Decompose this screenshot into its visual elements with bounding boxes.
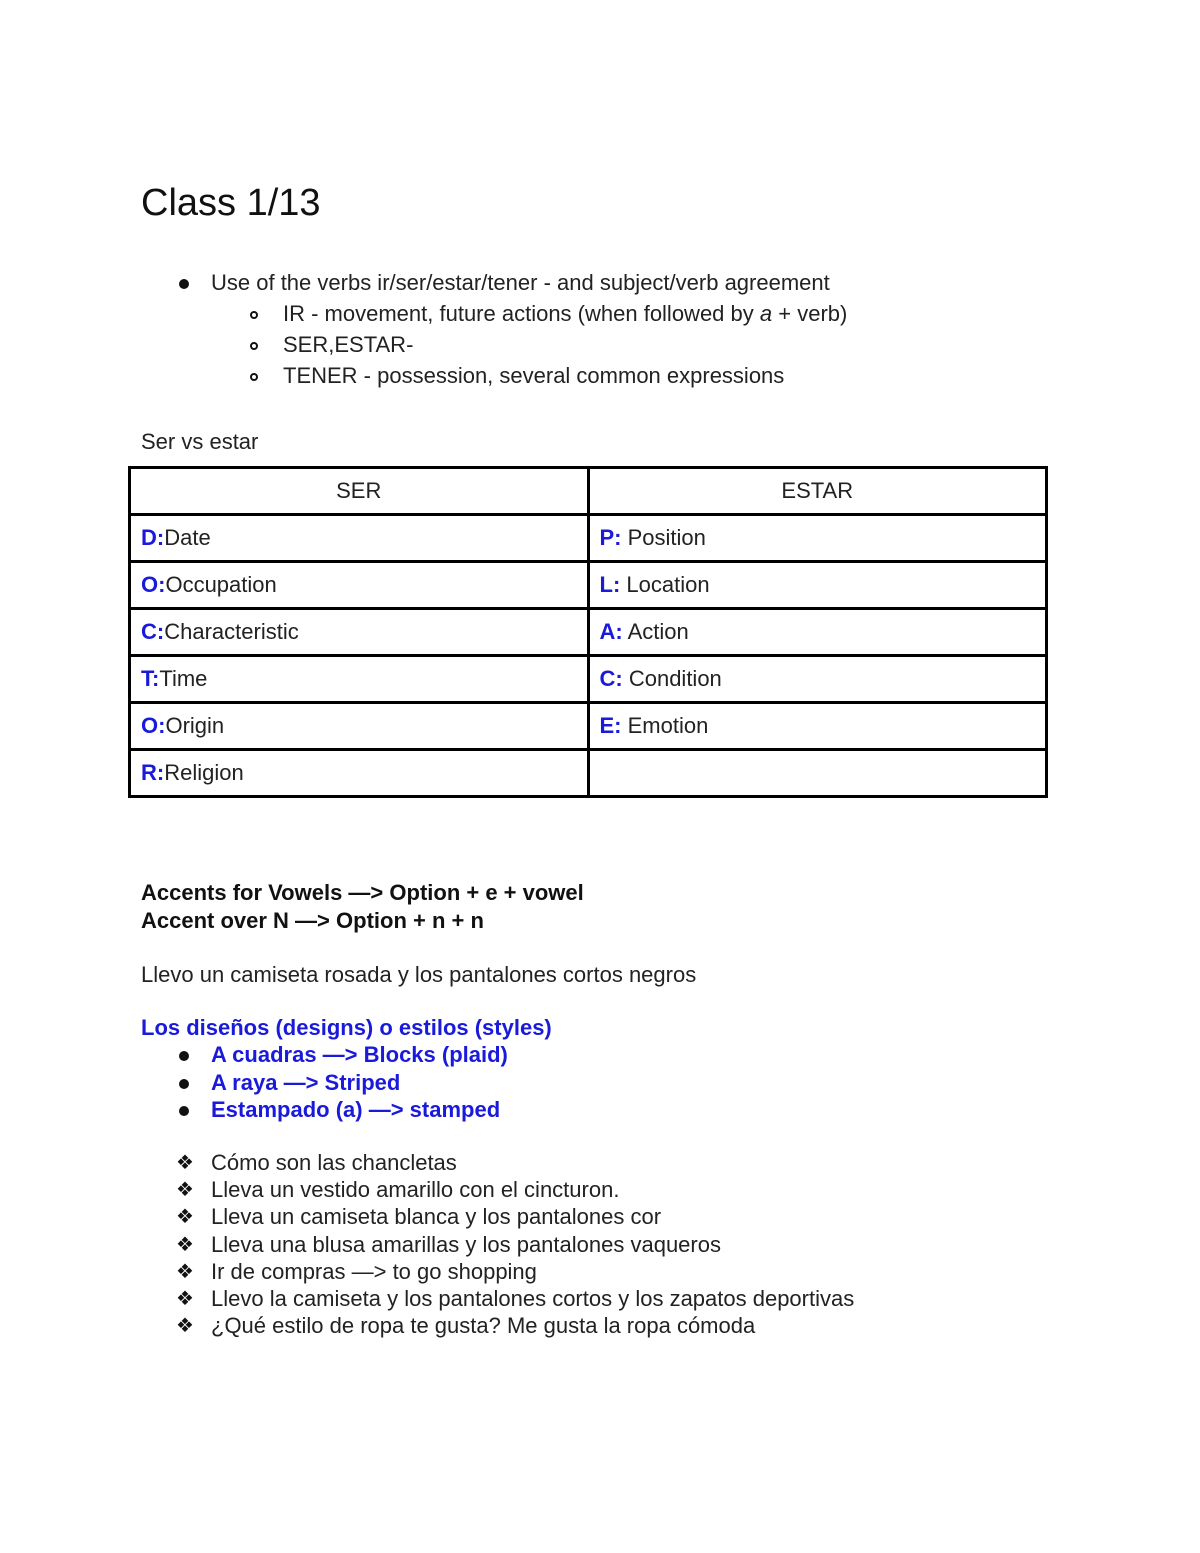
- topic-main: Use of the verbs ir/ser/estar/tener - and subject/verb agreement: [211, 270, 830, 295]
- cell-text: Position: [621, 525, 706, 550]
- cell-text: Time: [159, 666, 208, 691]
- topic-sub-text: + verb): [772, 301, 848, 326]
- table-row: [130, 562, 1047, 609]
- topic-sub-tener: TENER - possession, several common expressions: [283, 363, 785, 388]
- table-cell: [588, 750, 1047, 797]
- mnemonic-letter: L:: [599, 572, 621, 597]
- mnemonic-letter: T:: [141, 666, 160, 691]
- header-ser: SER: [130, 468, 589, 515]
- mnemonic-letter: P:: [599, 525, 622, 550]
- note-item: Lleva un camiseta blanca y los pantalones cor: [211, 1204, 662, 1229]
- table-cell: [588, 562, 1047, 609]
- design-item: A cuadras —> Blocks (plaid): [211, 1042, 508, 1067]
- bullet-icon: [179, 1106, 189, 1116]
- diamond-bullet-icon: ❖: [176, 1261, 194, 1283]
- cell-text: Emotion: [621, 713, 709, 738]
- note-item: Ir de compras —> to go shopping: [211, 1259, 537, 1284]
- table-cell: [588, 609, 1047, 656]
- ser-estar-table: [128, 466, 1048, 798]
- note-item: Llevo la camiseta y los pantalones cortos y los zapatos deportivas: [211, 1286, 855, 1311]
- design-item: Estampado (a) —> stamped: [211, 1097, 501, 1122]
- cell-text: Religion: [164, 760, 244, 785]
- topic-sub-italic: a: [759, 301, 773, 326]
- cell-text: Condition: [622, 666, 722, 691]
- accent-n-note: Accent over N —> Option + n + n: [141, 908, 484, 933]
- topic-sub-ir: [283, 301, 847, 327]
- table-cell: [588, 703, 1047, 750]
- designs-heading: Los diseños (designs) o estilos (styles): [141, 1015, 552, 1040]
- bullet-ring-icon: [250, 311, 258, 319]
- table-cell: [588, 656, 1047, 703]
- cell-text: Action: [622, 619, 689, 644]
- table-cell: [130, 609, 589, 656]
- table-row: [130, 750, 1047, 797]
- topic-sub-text: IR - movement, future actions (when followed by: [283, 301, 760, 326]
- bullet-ring-icon: [250, 342, 258, 350]
- diamond-bullet-icon: ❖: [176, 1315, 194, 1337]
- diamond-bullet-icon: ❖: [176, 1234, 194, 1256]
- mnemonic-letter: O:: [141, 572, 166, 597]
- mnemonic-letter: E:: [599, 713, 622, 738]
- table-header-row: [130, 468, 1047, 515]
- table-cell: [130, 656, 589, 703]
- diamond-bullet-icon: ❖: [176, 1206, 194, 1228]
- bullet-icon: [179, 1079, 189, 1089]
- note-item: Lleva un vestido amarillo con el cincturon.: [211, 1177, 620, 1202]
- note-item: Cómo son las chancletas: [211, 1150, 457, 1175]
- cell-text: Characteristic: [164, 619, 299, 644]
- diamond-bullet-icon: ❖: [176, 1288, 194, 1310]
- bullet-icon: [179, 1051, 189, 1061]
- mnemonic-letter: D:: [141, 525, 165, 550]
- topic-sub-ser-estar: SER,ESTAR-: [283, 332, 414, 357]
- page-title: Class 1/13: [141, 182, 321, 224]
- mnemonic-letter: O:: [141, 713, 166, 738]
- table-row: [130, 703, 1047, 750]
- bullet-icon: [179, 279, 189, 289]
- cell-text: Origin: [165, 713, 225, 738]
- design-item: A raya —> Striped: [211, 1070, 401, 1095]
- table-row: [130, 515, 1047, 562]
- cell-text: Occupation: [165, 572, 277, 597]
- table-cell: [130, 562, 589, 609]
- header-estar: ESTAR: [588, 468, 1047, 515]
- table-row: [130, 656, 1047, 703]
- example-sentence: Llevo un camiseta rosada y los pantalones cortos negros: [141, 962, 697, 987]
- table-cell: [588, 515, 1047, 562]
- accent-vowels-note: Accents for Vowels —> Option + e + vowel: [141, 880, 584, 905]
- diamond-bullet-icon: ❖: [176, 1179, 194, 1201]
- cell-text: Date: [164, 525, 211, 550]
- mnemonic-letter: C:: [599, 666, 623, 691]
- mnemonic-letter: R:: [141, 760, 165, 785]
- table-cell: [130, 515, 589, 562]
- bullet-ring-icon: [250, 373, 258, 381]
- table-caption: Ser vs estar: [141, 429, 259, 454]
- table-cell: [130, 750, 589, 797]
- note-item: Lleva una blusa amarillas y los pantalones vaqueros: [211, 1232, 721, 1257]
- table-cell: [130, 703, 589, 750]
- mnemonic-letter: A:: [599, 619, 623, 644]
- diamond-bullet-icon: ❖: [176, 1152, 194, 1174]
- note-item: ¿Qué estilo de ropa te gusta? Me gusta la ropa cómoda: [211, 1313, 756, 1338]
- cell-text: Location: [620, 572, 710, 597]
- mnemonic-letter: C:: [141, 619, 165, 644]
- table-row: [130, 609, 1047, 656]
